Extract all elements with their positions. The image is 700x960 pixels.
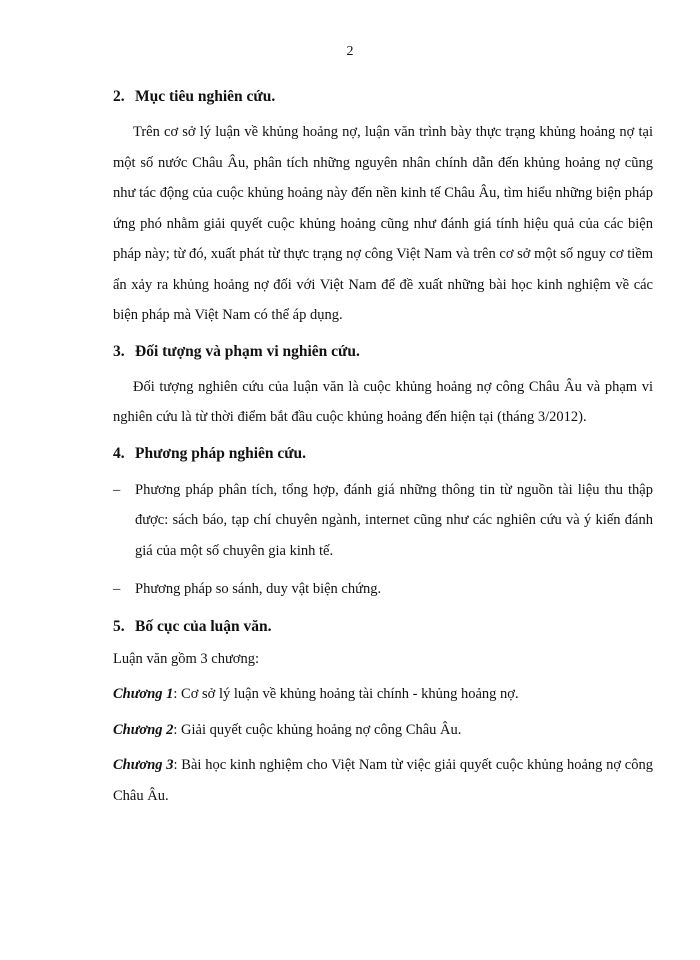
chapter-title: : Bài học kinh nghiệm cho Việt Nam từ việc giải quyết cuộc khủng hoảng nợ công Châu Âu. [113, 757, 653, 804]
list-item [113, 475, 653, 567]
scope-paragraph: Đối tượng nghiên cứu của luận văn là cuộc khủng hoảng nợ công Châu Âu và phạm vi nghiên cứu là từ thời điểm bắt đầu cuộc khủng hoảng đến hiện tại (tháng 3/2012). [113, 378, 653, 425]
chapter-entry [113, 750, 653, 811]
section-heading-structure [113, 616, 653, 638]
chapter-title: : Giải quyết cuộc khủng hoảng nợ công Châu Âu. [173, 721, 462, 738]
structure-intro: Luận văn gồm 3 chương: [113, 650, 259, 667]
chapter-entry [113, 679, 653, 710]
dash-bullet: – [113, 481, 121, 498]
section-number: 5. [113, 617, 125, 635]
page-number: 2 [346, 44, 354, 59]
objectives-paragraph: Trên cơ sở lý luận về khủng hoảng nợ, luận văn trình bày thực trạng khủng hoảng nợ tại một số nước Châu Âu, phân tích những nguyên nhân chính dẫn đến khủng hoảng nợ cũng như tác động của cuộc khủng hoảng này đến nền kinh tế Châu Âu, tìm hiểu những biện pháp ứng phó nhằm giải quyết cuộc khủng hoảng cũng như đánh giá tính hiệu quả của các biện pháp này; từ đó, xuất phát từ thực trạng nợ công Việt Nam và trên cơ sở một số nguy cơ tiềm ẩn xảy ra khủng hoảng nợ đối với Việt Nam để đề xuất những bài học kinh nghiệm về các biện pháp mà Việt Nam có thể áp dụng. [113, 124, 653, 323]
chapter-entry [113, 715, 653, 746]
dash-bullet: – [113, 581, 121, 597]
section-number: 2. [113, 88, 125, 105]
page-content [113, 86, 653, 811]
section-title: Mục tiêu nghiên cứu. [135, 88, 276, 105]
section-number: 4. [113, 444, 125, 462]
chapter-label: Chương 1 [113, 686, 174, 702]
chapter-title: : Cơ sở lý luận về khủng hoảng tài chính - khủng hoảng nợ. [173, 686, 519, 702]
section-title: Bố cục của luận văn. [135, 617, 272, 635]
chapter-label: Chương 3 [113, 757, 174, 773]
section-heading-methods [113, 443, 653, 465]
section-title: Phương pháp nghiên cứu. [135, 444, 307, 462]
section-heading-scope [113, 341, 653, 363]
list-item-text: Phương pháp phân tích, tổng hợp, đánh giá những thông tin từ nguồn tài liệu thu thập được: sách báo, tạp chí chuyên ngành, internet cũng như các nghiên cứu và ý kiến đánh giá của một số chuyên gia kinh tế. [135, 481, 653, 559]
section-title: Đối tượng và phạm vi nghiên cứu. [135, 342, 360, 360]
list-item [113, 574, 653, 605]
list-item-text: Phương pháp so sánh, duy vật biện chứng. [135, 581, 382, 597]
section-heading-objectives [113, 86, 653, 108]
chapter-label: Chương 2 [113, 721, 174, 738]
methods-list [113, 475, 653, 605]
section-number: 3. [113, 342, 125, 360]
